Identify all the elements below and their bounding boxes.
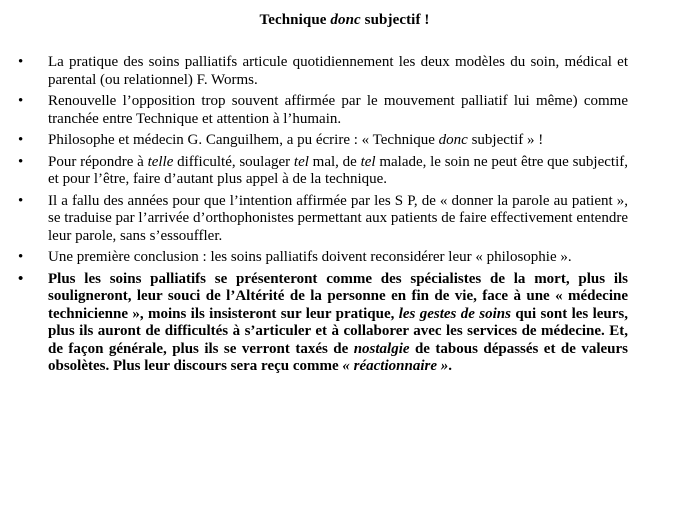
title-part-1: Technique <box>259 12 331 28</box>
bullet-marker: • <box>18 153 24 170</box>
bullet-7-italic-c: « réactionnaire » <box>342 358 449 374</box>
bullet-5-text: Il a fallu des années pour que l’intention affirmée par les S P, de « donner la parole au patient », se traduise par l’arrivée d’orthophonistes permettant aux patients de faire effectivement entendre leur parole, sans s’essouffler. <box>48 192 628 244</box>
bullet-7-text-b: qui sont les leurs, plus ils auront de difficultés à s’articuler et à collaborer avec les services de médecine. Et, de façon générale, plus ils se verront taxés de <box>48 305 629 357</box>
title-part-2-italic: donc <box>330 12 361 28</box>
bullet-marker: • <box>18 270 24 287</box>
bullet-6-text: Une première conclusion : les soins palliatifs doivent reconsidérer leur « philosophie ». <box>48 249 572 265</box>
bullet-item-5 <box>0 193 689 246</box>
bullet-marker: • <box>18 249 24 265</box>
bullet-4-text-d: malade, le soin ne peut être que subjectif, et pour l’être, faire d’autant plus appel à de la technique. <box>48 153 628 187</box>
bullet-1-text: La pratique des soins palliatifs articule quotidiennement les deux modèles du soin, médical et parental (ou relationnel) F. Worms. <box>48 54 628 88</box>
bullet-4-italic-b: tel <box>293 153 309 170</box>
bullet-marker: • <box>18 192 24 209</box>
title-part-3: subjectif ! <box>360 12 430 28</box>
bullet-2-text: Renouvelle l’opposition trop souvent affirmée par le mouvement palliatif lui même) comme tranchée entre Technique et attention à l’humain. <box>48 93 628 127</box>
bullet-item-1 <box>0 54 689 89</box>
bullet-3-text-a: Philosophe et médecin G. Canguilhem, a pu écrire : « Technique <box>48 132 439 148</box>
bullet-3-text-b: subjectif » ! <box>467 132 544 148</box>
bullet-marker: • <box>18 54 24 70</box>
bullet-7-italic-a: les gestes de soins <box>398 305 511 322</box>
bullet-4-text-b: difficulté, soulager <box>173 153 294 170</box>
bullet-item-7 <box>0 271 689 376</box>
bullet-4-text-c: mal, de <box>308 153 361 170</box>
bullet-7-text-a: Plus les soins palliatifs se présenteront comme des spécialistes de la mort, plus ils souligneront, leur souci de l’Altérité de la personne en fin de vie, face à une « médecine technicienne », moins ils insisteront sur leur pratique, <box>48 270 628 322</box>
bullet-item-2 <box>0 93 689 128</box>
bullet-item-6 <box>0 249 689 267</box>
bullet-4-italic-a: telle <box>147 153 174 170</box>
slide-title <box>0 11 689 29</box>
bullet-marker: • <box>18 132 24 148</box>
bullet-7-text-c: de tabous dépassés et de valeurs obsolètes. Plus leur discours sera reçu comme <box>48 340 628 374</box>
bullet-list <box>0 54 689 380</box>
bullet-4-text-a: Pour répondre à <box>48 153 148 170</box>
bullet-7-text-d: . <box>448 358 452 374</box>
bullet-item-3 <box>0 132 689 150</box>
bullet-3-italic: donc <box>438 132 468 148</box>
bullet-item-4 <box>0 154 689 189</box>
bullet-4-italic-c: tel <box>360 153 376 170</box>
bullet-marker: • <box>18 93 24 109</box>
bullet-7-italic-b: nostalgie <box>353 340 410 357</box>
